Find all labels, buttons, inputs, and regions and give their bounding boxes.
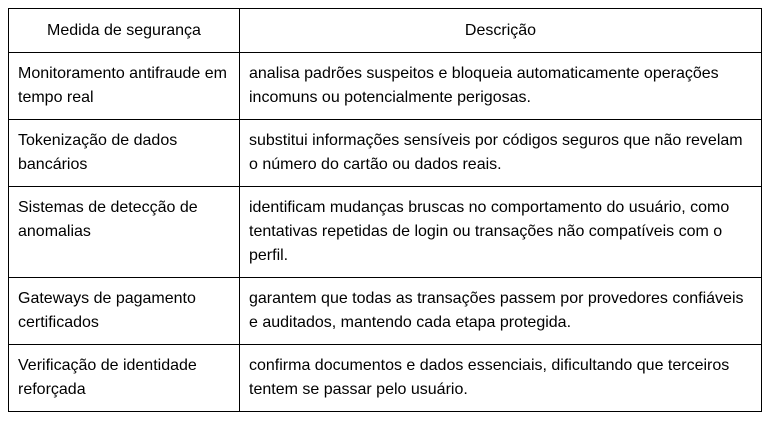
measure-cell: Gateways de pagamento certificados — [9, 278, 240, 345]
description-cell: confirma documentos e dados essenciais, dificultando que terceiros tentem se passar pelo usuário. — [240, 345, 762, 412]
description-cell: garantem que todas as transações passem por provedores confiáveis e auditados, mantendo cada etapa protegida. — [240, 278, 762, 345]
description-cell: substitui informações sensíveis por códigos seguros que não revelam o número do cartão ou dados reais. — [240, 120, 762, 187]
table-row — [9, 120, 762, 187]
description-cell: analisa padrões suspeitos e bloqueia automaticamente operações incomuns ou potencialmente perigosas. — [240, 53, 762, 120]
header-row — [9, 9, 762, 53]
measure-cell: Monitoramento antifraude em tempo real — [9, 53, 240, 120]
description-cell: identificam mudanças bruscas no comportamento do usuário, como tentativas repetidas de login ou transações não compatíveis com o perfil. — [240, 187, 762, 278]
measure-cell: Tokenização de dados bancários — [9, 120, 240, 187]
header-description: Descrição — [240, 9, 762, 53]
header-measure: Medida de segurança — [9, 9, 240, 53]
table-body — [9, 53, 762, 412]
security-measures-table — [8, 8, 762, 412]
table-row — [9, 53, 762, 120]
table-row — [9, 278, 762, 345]
table-row — [9, 345, 762, 412]
measure-cell: Sistemas de detecção de anomalias — [9, 187, 240, 278]
table-row — [9, 187, 762, 278]
table-header — [9, 9, 762, 53]
measure-cell: Verificação de identidade reforçada — [9, 345, 240, 412]
